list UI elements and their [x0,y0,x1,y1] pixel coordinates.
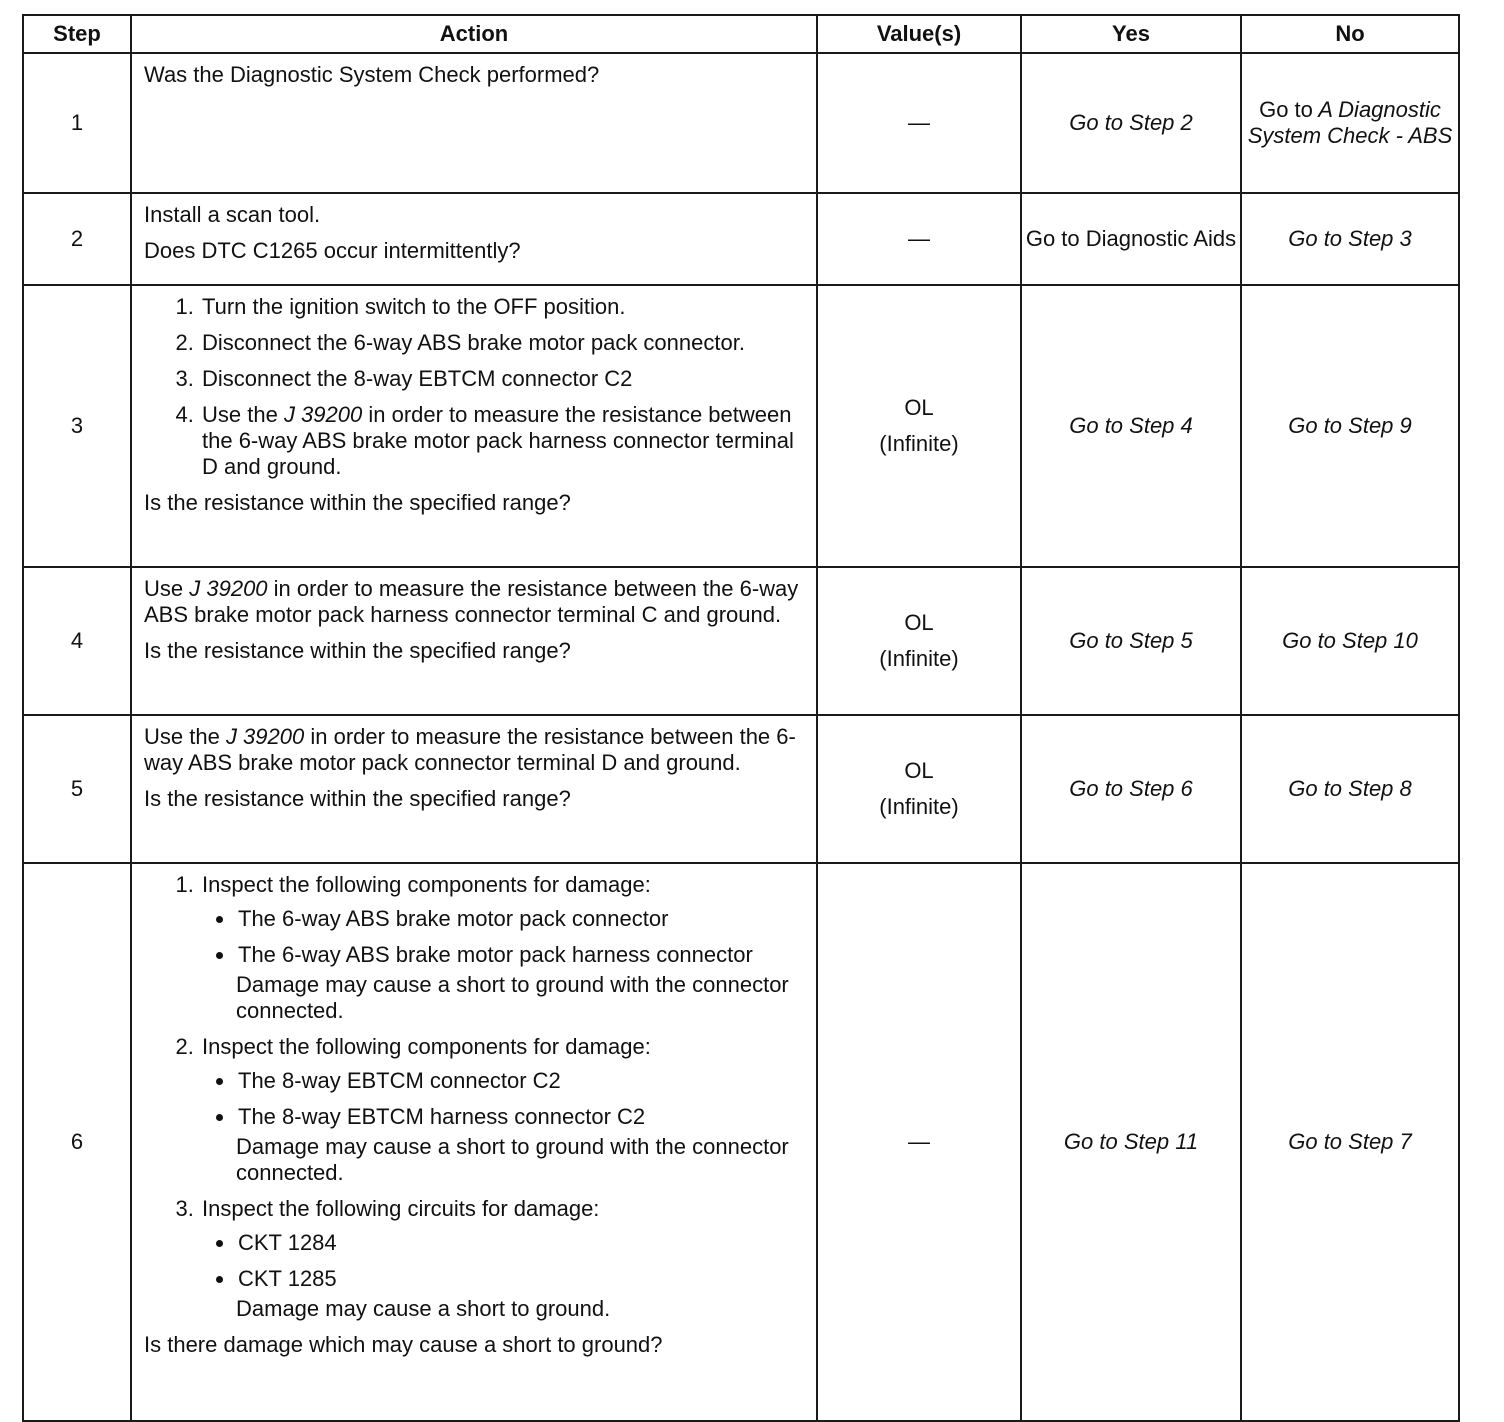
damage-note: Damage may cause a short to ground with the connector connected. [236,972,789,1023]
value-sub: (Infinite) [879,646,959,671]
table-row [23,567,1459,715]
no-cell: Go to Step 3 [1241,193,1459,285]
action-cell [131,285,817,567]
substep [200,1196,804,1322]
text-segment: Use the [202,402,284,427]
action-question: Is there damage which may cause a short to ground? [144,1332,663,1357]
action-question: Is the resistance within the specified range? [144,490,571,515]
text-segment: in order to measure the resistance between the 6-way ABS brake motor pack connector terminal D and ground. [144,724,796,775]
bullet-item: • CKT 1284 [236,1230,804,1256]
no-prefix: Go to [1259,97,1313,122]
table-row [23,715,1459,863]
tool-reference: J 39200 [283,402,363,427]
header-step: Step [23,15,131,53]
no-cell: Go to Step 10 [1241,567,1459,715]
action-text [144,724,804,776]
bullet-item: • The 8-way EBTCM harness connector C2 [236,1104,804,1130]
header-values: Value(s) [817,15,1021,53]
action-cell [131,193,817,285]
step-number: 2 [23,193,131,285]
substep: 1. Turn the ignition switch to the OFF position. [200,294,804,320]
bullet-item: • The 6-way ABS brake motor pack harness connector [236,942,804,968]
substep: 2. Disconnect the 6-way ABS brake motor pack connector. [200,330,804,356]
step-number: 4 [23,567,131,715]
header-yes: Yes [1021,15,1241,53]
step-number: 3 [23,285,131,567]
yes-cell: Go to Step 6 [1021,715,1241,863]
yes-cell: Go to Diagnostic Aids [1021,193,1241,285]
step-number: 5 [23,715,131,863]
no-link: A Diagnostic System Check - ABS [1247,97,1453,148]
yes-cell: Go to Step 5 [1021,567,1241,715]
substep-list [144,872,804,1322]
text-segment: Use the [144,724,226,749]
value-cell: — [817,193,1021,285]
yes-cell: Go to Step 4 [1021,285,1241,567]
substep-text: Inspect the following components for damage: [202,872,651,897]
substep [200,402,804,480]
value-sub: (Infinite) [879,794,959,819]
damage-note: Damage may cause a short to ground. [236,1296,611,1321]
bullet-item: • CKT 1285 [236,1266,804,1292]
text-segment: Use [144,576,190,601]
tool-reference: J 39200 [189,576,268,601]
substep: 3. Disconnect the 8-way EBTCM connector C2 [200,366,804,392]
action-question: Is the resistance within the specified range? [144,786,571,811]
value-cell [817,285,1021,567]
value-cell: — [817,863,1021,1421]
table-row [23,53,1459,193]
yes-cell: Go to Step 2 [1021,53,1241,193]
action-cell [131,567,817,715]
table-row [23,863,1459,1421]
diagnostic-table [22,14,1460,1422]
substep-list [144,294,804,480]
bullet-list [202,906,804,968]
damage-note: Damage may cause a short to ground with the connector connected. [236,1134,789,1185]
action-cell [131,53,817,193]
table-row [23,285,1459,567]
tool-reference: J 39200 [225,724,305,749]
step-number: 6 [23,863,131,1421]
value-cell [817,715,1021,863]
header-row [23,15,1459,53]
header-no: No [1241,15,1459,53]
substep [200,1034,804,1186]
value-cell: — [817,53,1021,193]
value-cell [817,567,1021,715]
yes-cell: Go to Step 11 [1021,863,1241,1421]
header-action: Action [131,15,817,53]
action-text [144,576,804,628]
action-cell [131,863,817,1421]
action-question: Is the resistance within the specified range? [144,638,571,663]
bullet-list [202,1230,804,1292]
no-cell: Go to Step 8 [1241,715,1459,863]
action-question: Does DTC C1265 occur intermittently? [144,238,521,263]
step-number: 1 [23,53,131,193]
text-segment: in order to measure the resistance between the 6-way ABS brake motor pack harness connector terminal D and ground. [202,402,794,479]
no-cell [1241,53,1459,193]
value-main: OL [904,610,934,635]
bullet-item: • The 6-way ABS brake motor pack connector [236,906,804,932]
action-text: Was the Diagnostic System Check performed? [144,62,600,87]
substep-text: Inspect the following components for damage: [202,1034,651,1059]
value-main: OL [904,395,934,420]
value-main: OL [904,758,934,783]
substep-text: Inspect the following circuits for damage: [202,1196,600,1221]
text-segment: in order to measure the resistance between the 6-way ABS brake motor pack harness connector terminal C and ground. [144,576,799,627]
no-cell: Go to Step 7 [1241,863,1459,1421]
bullet-list [202,1068,804,1130]
substep [200,872,804,1024]
no-cell: Go to Step 9 [1241,285,1459,567]
value-sub: (Infinite) [879,431,959,456]
action-text: Install a scan tool. [144,202,321,227]
table-row [23,193,1459,285]
bullet-item: • The 8-way EBTCM connector C2 [236,1068,804,1094]
action-cell [131,715,817,863]
